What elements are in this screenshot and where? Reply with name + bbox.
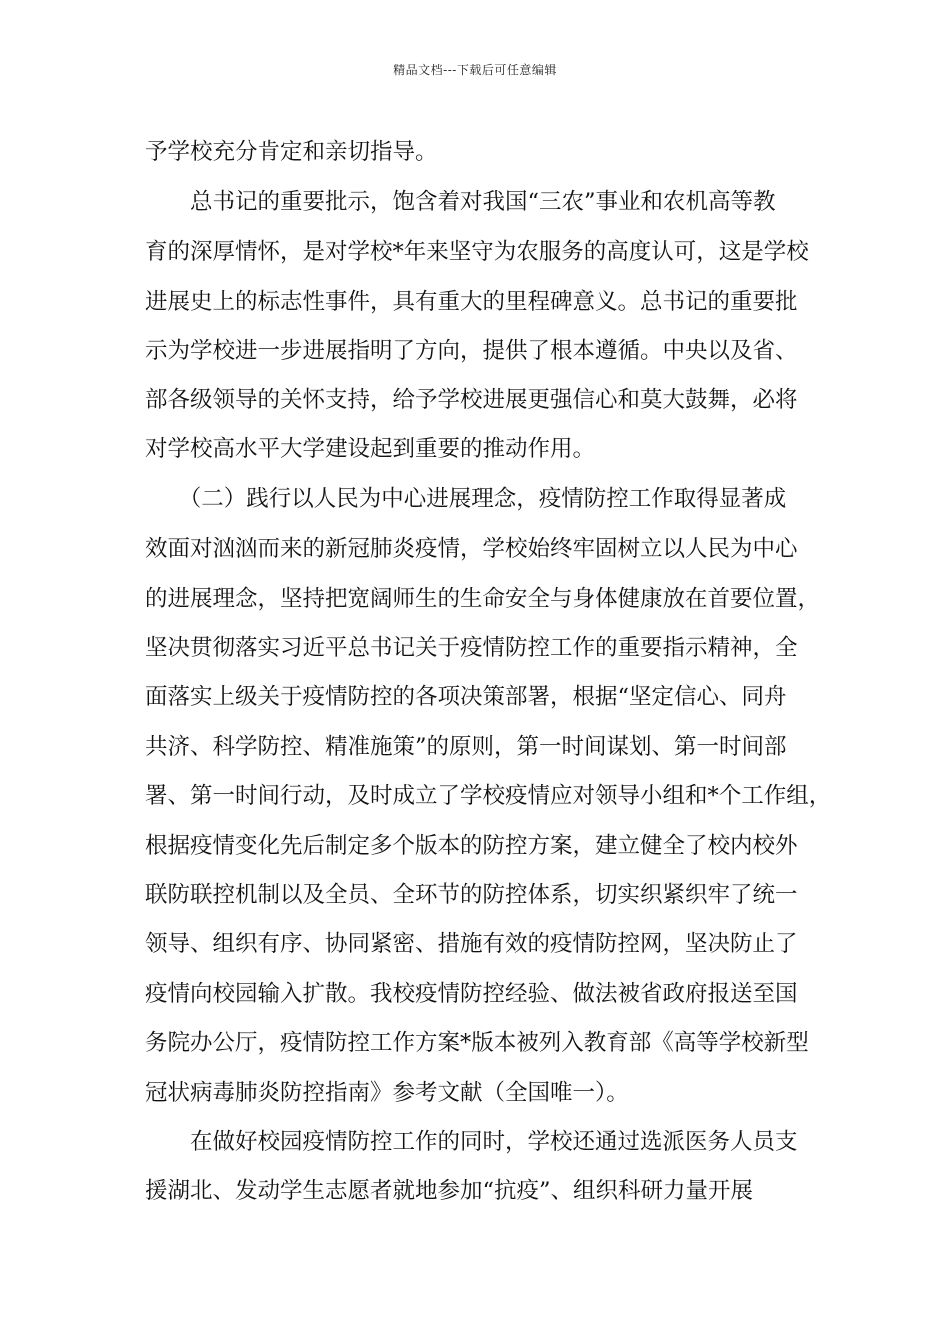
text-line: 育的深厚情怀，是对学校*年来坚守为农服务的高度认可，这是学校 (145, 239, 809, 265)
text-line: 进展史上的标志性事件，具有重大的里程碑意义。总书记的重要批 (145, 289, 798, 315)
text-line: 务院办公厅，疫情防控工作方案*版本被列入教育部《高等学校新型 (145, 1030, 809, 1056)
text-line: 疫情向校园输入扩散。我校疫情防控经验、做法被省政府报送至国 (145, 981, 798, 1007)
text-line: 部各级领导的关怀支持，给予学校进展更强信心和莫大鼓舞，必将 (145, 387, 798, 413)
text-line: 坚决贯彻落实习近平总书记关于疫情防控工作的重要指示精神，全 (145, 635, 798, 661)
text-line: 联防联控机制以及全员、全环节的防控体系，切实织紧织牢了统一 (145, 882, 798, 908)
text-line: 的进展理念，坚持把宽阔师生的生命安全与身体健康放在首要位置， (145, 586, 821, 612)
text-line: 在做好校园疫情防控工作的同时，学校还通过选派医务人员支 (145, 1129, 798, 1155)
page-header: 精品文档---下载后可任意编辑 (393, 63, 557, 77)
text-line: 示为学校进一步进展指明了方向，提供了根本遵循。中央以及省、 (145, 338, 798, 364)
text-line: （二）践行以人民为中心进展理念，疫情防控工作取得显著成 (145, 486, 787, 512)
text-line: 共济、科学防控、精准施策”的原则，第一时间谋划、第一时间部 (145, 734, 787, 760)
text-line: 冠状病毒肺炎防控指南》参考文献（全国唯一）。 (145, 1080, 629, 1106)
text-line: 署、第一时间行动，及时成立了学校疫情应对领导小组和*个工作组， (145, 783, 832, 809)
text-line: 面落实上级关于疫情防控的各项决策部署，根据“坚定信心、同舟 (145, 684, 787, 710)
text-line: 予学校充分肯定和亲切指导。 (145, 139, 438, 165)
text-line: 领导、组织有序、协同紧密、措施有效的疫情防控网，坚决防止了 (145, 931, 798, 957)
text-line: 根据疫情变化先后制定多个版本的防控方案，建立健全了校内校外 (145, 833, 798, 859)
text-line: 援湖北、发动学生志愿者就地参加“抗疫”、组织科研力量开展 (145, 1178, 754, 1204)
text-line: 总书记的重要批示，饱含着对我国“三农”事业和农机高等教 (145, 189, 776, 215)
text-line: 对学校高水平大学建设起到重要的推动作用。 (145, 436, 596, 462)
text-line: 效面对汹汹而来的新冠肺炎疫情，学校始终牢固树立以人民为中心 (145, 536, 798, 562)
